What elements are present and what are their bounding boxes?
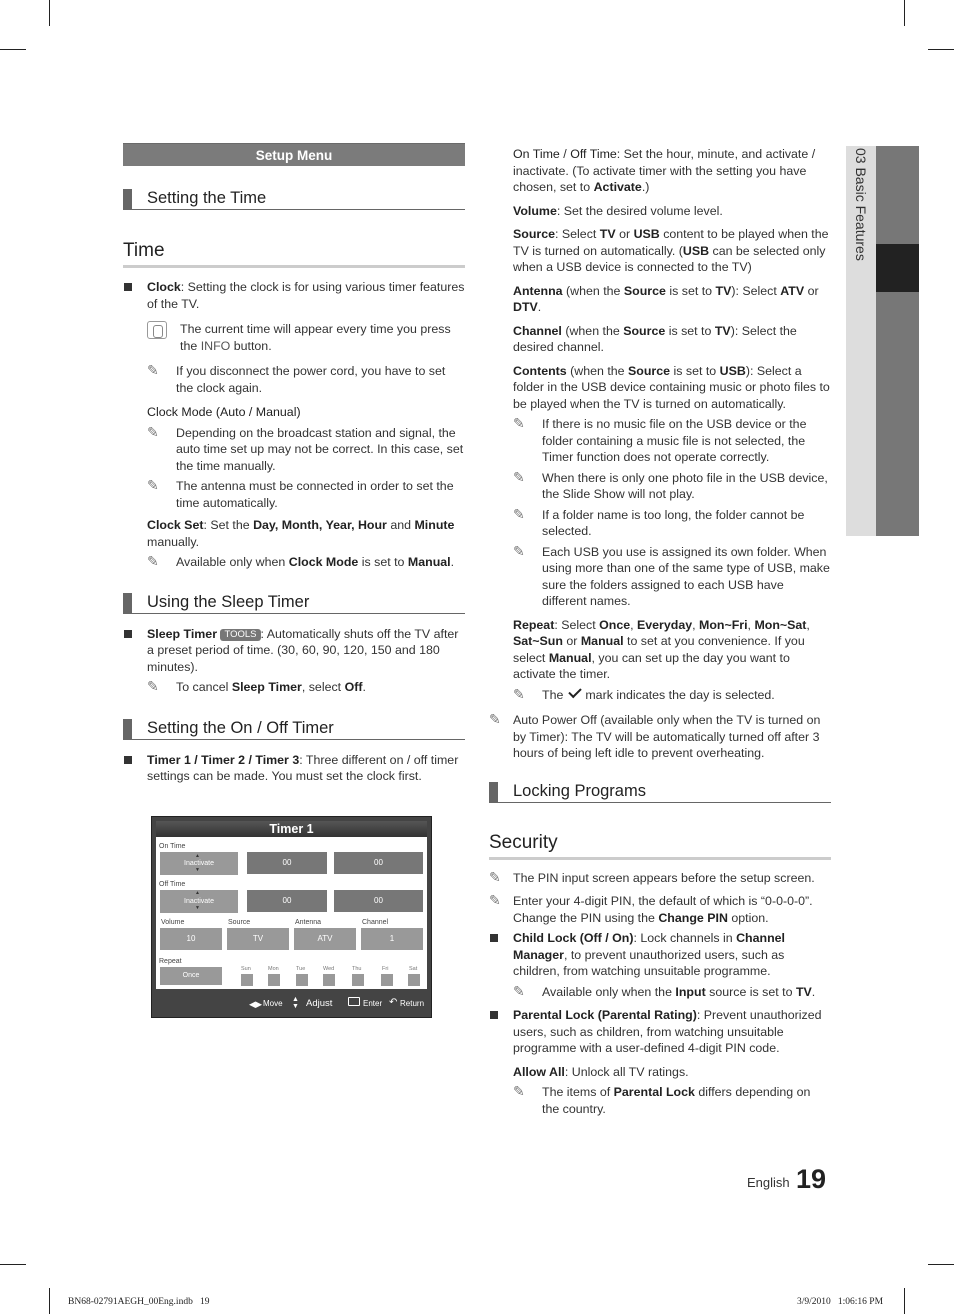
note-pencil-icon: ✎ — [513, 505, 525, 522]
day-label: Tue — [296, 966, 306, 972]
crop-mark — [928, 1264, 954, 1265]
day-checkbox[interactable] — [323, 974, 335, 986]
on-time-minute-box[interactable]: 00 — [334, 852, 423, 874]
clock-mode-label: Clock Mode (Auto / Manual) — [147, 405, 301, 419]
day-checkbox[interactable] — [268, 974, 280, 986]
note-pencil-icon: ✎ — [489, 711, 501, 727]
crop-mark — [928, 49, 954, 50]
repeat-item: Repeat: Select Once, Everyday, Mon~Fri, Mon~Sat, Sat~Sun or Manual to set at you convenience. If you select Manual, you can set up the day you want to activate the timer. — [513, 617, 810, 681]
return-label: Return — [400, 999, 425, 1008]
parental-lock-item: Parental Lock (Parental Rating): Prevent unauthorized users, such as children, from watching unsuitable programme with a user-defined 4-digit PIN code. — [489, 1007, 831, 1057]
repeat-box[interactable]: Once — [160, 967, 222, 985]
note-pencil-icon: ✎ — [513, 542, 525, 559]
day-label: Fri — [382, 966, 389, 972]
footer-language: English — [747, 1175, 790, 1190]
arrow-up-icon: ▲ — [195, 890, 200, 896]
time-heading: Time — [123, 240, 465, 268]
on-off-time-item: On Time / Off Time: Set the hour, minute, and activate / inactivate. (To activate timer with the setting you have chosen, set to Activate.) — [513, 147, 816, 194]
channel-box[interactable]: 1 — [361, 928, 423, 950]
note-broadcast: ✎ Depending on the broadcast station and signal, the auto time set up may not be correct. In this case, set the time manually. — [147, 423, 464, 473]
crop-mark — [904, 1288, 905, 1314]
enter-icon — [348, 997, 360, 1006]
note-parental-items: ✎ The items of Parental Lock differs depending on the country. — [513, 1083, 811, 1116]
channel-label: Channel — [362, 919, 389, 926]
day-checkbox[interactable] — [296, 974, 308, 986]
child-lock-item: Child Lock (Off / On): Lock channels in Channel Manager, to prevent unauthorized users, such as children, from watching unsuitable programme. — [489, 930, 831, 980]
day-checkbox[interactable] — [381, 974, 393, 986]
antenna-box[interactable]: ATV — [294, 928, 356, 950]
day-label: Wed — [323, 966, 335, 972]
day-checkbox[interactable] — [352, 974, 364, 986]
source-label: Source — [228, 919, 251, 926]
crop-mark — [0, 49, 26, 50]
volume-item: Volume: Set the desired volume level. — [513, 203, 723, 218]
side-tab-dark — [876, 146, 919, 536]
repeat-label: Repeat — [159, 958, 182, 965]
enter-label: Enter — [363, 999, 383, 1008]
footer-datetime: 3/9/2010 1:06:16 PM — [797, 1297, 884, 1307]
timers-item: Timer 1 / Timer 2 / Timer 3: Three different on / off timer settings can be made. You must set the clock first. — [123, 752, 465, 785]
note-disconnect: ✎ If you disconnect the power cord, you have to set the clock again. — [147, 362, 446, 395]
return-icon: ↶ — [389, 997, 398, 1008]
antenna-label: Antenna — [295, 919, 322, 926]
setup-menu-banner: Setup Menu — [123, 143, 465, 166]
left-column — [123, 143, 465, 785]
note-pin-screen: ✎ The PIN input screen appears before the setup screen. — [489, 868, 815, 885]
note-pencil-icon: ✎ — [147, 362, 159, 378]
source-box[interactable]: TV — [227, 928, 289, 950]
note-pencil-icon: ✎ — [147, 423, 159, 440]
note-cancel-sleep: ✎ To cancel Sleep Timer, select Off. — [147, 678, 366, 694]
footer-file: BN68-02791AEGH_00Eng.indb 19 — [68, 1297, 210, 1307]
day-label: Mon — [268, 966, 279, 972]
adjust-label: Adjust — [306, 998, 333, 1009]
note-auto-power-off: ✎ Auto Power Off (available only when the TV is turned on by Timer): The TV will be automatically turned off after 3 hours of being left idle to prevent overheating. — [489, 711, 821, 760]
crop-mark — [49, 1288, 50, 1314]
crop-mark — [0, 1264, 26, 1265]
on-time-label: On Time — [159, 843, 186, 850]
note-one-photo: ✎ When there is only one photo file in the USB device, the Slide Show will not play. — [513, 468, 828, 501]
sleep-timer-item: Sleep Timer TOOLS : Automatically shuts off the TV after a preset period of time. (30, 60, 90, 120, 150 and 180 minutes). — [123, 626, 465, 676]
note-pencil-icon: ✎ — [513, 685, 525, 702]
note-pencil-icon: ✎ — [513, 1083, 525, 1099]
volume-box[interactable]: 10 — [160, 928, 222, 950]
side-tab-marker — [876, 244, 919, 292]
setting-time-heading: Setting the Time — [123, 188, 465, 210]
antenna-item: Antenna (when the Source is set to TV): Select ATV or DTV. — [513, 283, 819, 314]
clock-set-item: Clock Set: Set the Day, Month, Year, Hour and Minute manually. — [147, 518, 455, 549]
right-column — [489, 146, 831, 1117]
page-number: 19 — [796, 1164, 827, 1194]
note-check-mark: ✎ The mark indicates the day is selected. — [513, 685, 775, 702]
arrow-down-icon: ▼ — [195, 905, 200, 911]
note-pencil-icon: ✎ — [513, 982, 525, 999]
security-heading: Security — [489, 832, 831, 860]
note-pencil-icon: ✎ — [489, 868, 501, 885]
allow-all-item: Allow All: Unlock all TV ratings. — [513, 1064, 689, 1079]
channel-item: Channel (when the Source is set to TV): Select the desired channel. — [513, 323, 797, 354]
off-time-minute-box[interactable]: 00 — [334, 890, 423, 912]
locking-programs-heading: Locking Programs — [489, 781, 831, 803]
day-label: Sat — [409, 966, 418, 972]
source-item: Source: Select TV or USB content to be played when the TV is turned on automatically. (USB can be selected only when a USB device is connected to the TV) — [513, 227, 829, 274]
note-pencil-icon: ✎ — [513, 468, 525, 485]
note-pencil-icon: ✎ — [147, 477, 159, 493]
day-label: Thu — [352, 966, 362, 972]
memo-info: The current time will appear every time you press the INFO button. — [123, 321, 465, 354]
memo-icon — [147, 321, 167, 339]
note-input-source: ✎ Available only when the Input source is set to TV. — [513, 982, 816, 999]
off-time-label: Off Time — [159, 881, 186, 888]
sleep-timer-heading: Using the Sleep Timer — [123, 592, 465, 614]
arrow-up-icon: ▲ — [195, 853, 200, 859]
side-tab-label: 03 Basic Features — [853, 148, 869, 261]
timer-screen — [151, 816, 432, 1018]
tools-button-icon: TOOLS — [220, 629, 260, 641]
crop-mark — [904, 0, 905, 26]
adjust-icon: ▲ ▼ — [292, 996, 299, 1010]
note-antenna: ✎ The antenna must be connected in order to set the time automatically. — [147, 477, 454, 510]
move-label: Move — [263, 999, 283, 1008]
note-available-clock-mode: ✎ Available only when Clock Mode is set to Manual. — [147, 553, 455, 569]
arrow-down-icon: ▼ — [195, 867, 200, 873]
day-checkbox[interactable] — [241, 974, 253, 986]
note-folder-name: ✎ If a folder name is too long, the folder cannot be selected. — [513, 505, 805, 538]
on-time-hour-box[interactable]: 00 — [247, 852, 327, 874]
note-pencil-icon: ✎ — [147, 678, 159, 694]
note-pencil-icon: ✎ — [489, 892, 501, 908]
note-each-usb: ✎ Each USB you use is assigned its own folder. When using more than one of the same type of USB, make sure the folders assigned to each USB have different names. — [513, 542, 830, 608]
note-enter-pin: ✎ Enter your 4-digit PIN, the default of which is “0-0-0-0”. Change the PIN using the Change PIN option. — [489, 892, 813, 925]
clock-item: Clock: Setting the clock is for using various timer features of the TV. — [123, 279, 465, 312]
day-label: Sun — [241, 966, 251, 972]
on-time-activate-box[interactable]: Inactivate — [160, 852, 238, 875]
note-no-music: ✎ If there is no music file on the USB device or the folder containing a music file is not selected, the Timer function does not operate correctly. — [513, 415, 807, 464]
day-checkbox[interactable] — [408, 974, 420, 986]
contents-item: Contents (when the Source is set to USB): Select a folder in the USB device containing music or photo files to be played when the TV is turned on automatically. — [513, 363, 830, 411]
move-icon: ◀▶ — [249, 999, 263, 1009]
on-off-timer-heading: Setting the On / Off Timer — [123, 718, 465, 740]
timer-screen-title: Timer 1 — [156, 821, 427, 837]
volume-label: Volume — [161, 919, 185, 926]
note-pencil-icon: ✎ — [513, 415, 525, 431]
off-time-activate-box[interactable]: Inactivate — [160, 890, 238, 913]
off-time-hour-box[interactable]: 00 — [247, 890, 327, 912]
crop-mark — [49, 0, 50, 26]
check-mark-icon — [569, 684, 582, 697]
note-pencil-icon: ✎ — [147, 553, 159, 569]
